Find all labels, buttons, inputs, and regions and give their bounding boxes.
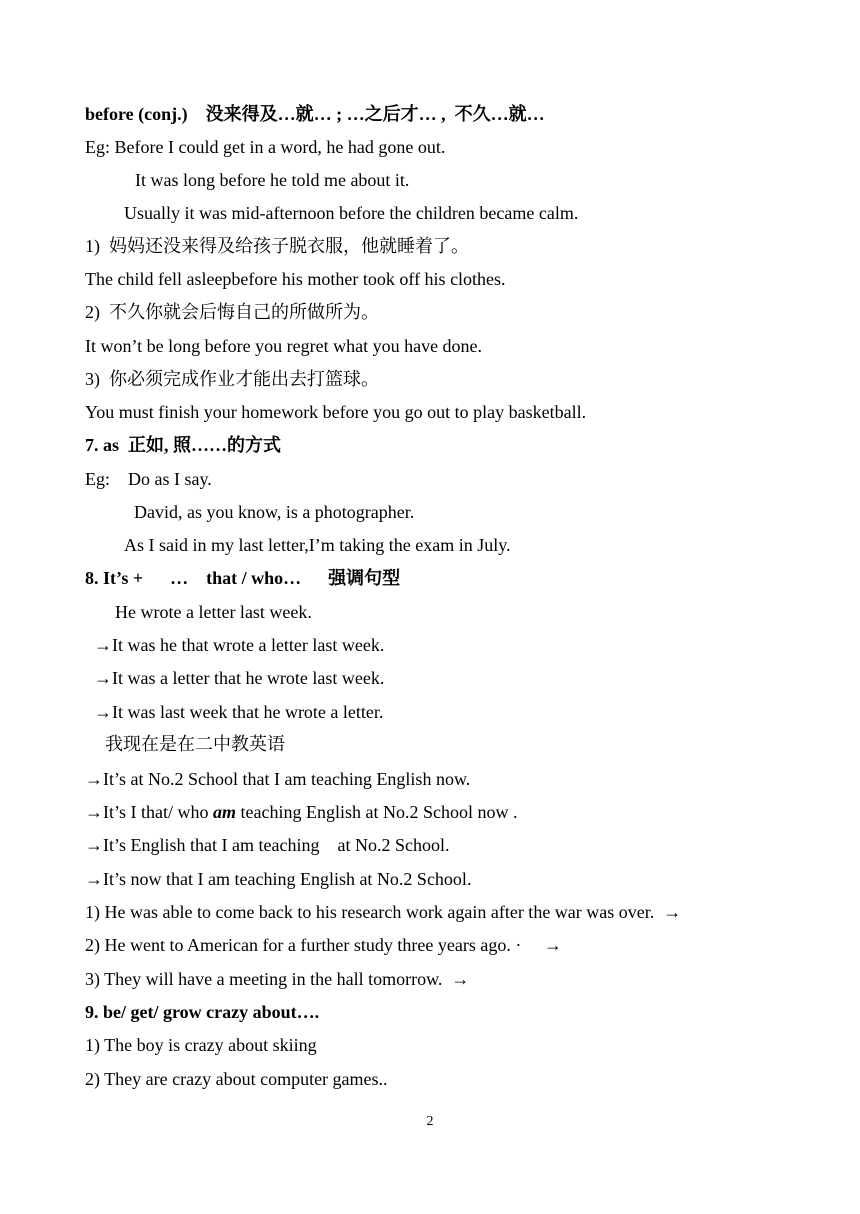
example-text: →It’s I that/ who [85, 802, 213, 822]
exercise-line: 1) He was able to come back to his research work again after the war was over. → [85, 902, 682, 922]
example-line: Eg: Before I could get in a word, he had gone out. [85, 137, 446, 157]
exercise-chinese: 1) 妈妈还没来得及给孩子脱衣服，他就睡着了。 [85, 236, 469, 256]
example-line: It was long before he told me about it. [135, 170, 410, 190]
example-line: →It was a letter that he wrote last week. [94, 668, 385, 688]
example-chinese: 我现在是在二中教英语 [105, 734, 285, 754]
example-line: He wrote a letter last week. [115, 602, 312, 622]
exercise-chinese: 2) 不久你就会后悔自己的所做所为。 [85, 302, 379, 322]
example-line: As I said in my last letter,I’m taking the exam in July. [124, 535, 511, 555]
example-line: Eg: Do as I say. [85, 469, 212, 489]
exercise-line: 3) They will have a meeting in the hall tomorrow. → [85, 969, 470, 989]
page-number: 2 [426, 1114, 434, 1129]
example-line [85, 796, 517, 829]
example-line: →It’s now that I am teaching English at No.2 School. [85, 869, 472, 889]
heading-emphatic-sentence: 8. It’s + … that / who… 强调句型 [85, 568, 401, 588]
heading-as: 7. as 正如, 照……的方式 [85, 435, 282, 455]
example-line: Usually it was mid-afternoon before the children became calm. [124, 203, 579, 223]
exercise-answer: It won’t be long before you regret what you have done. [85, 336, 483, 356]
example-line: David, as you know, is a photographer. [134, 502, 415, 522]
example-line: →It was he that wrote a letter last week. [94, 635, 385, 655]
exercise-answer: You must finish your homework before you go out to play basketball. [85, 402, 587, 422]
heading-before-conj: before (conj.) 没来得及…就… ; …之后才… , 不久…就… [85, 104, 545, 124]
example-line: →It’s at No.2 School that I am teaching English now. [85, 769, 471, 789]
example-line: 2) They are crazy about computer games.. [85, 1069, 388, 1089]
example-line: 1) The boy is crazy about skiing [85, 1035, 317, 1055]
example-text: teaching English at No.2 School now . [236, 802, 518, 822]
exercise-chinese: 3) 你必须完成作业才能出去打篮球。 [85, 369, 379, 389]
emphasized-word: am [213, 802, 237, 822]
exercise-line: 2) He went to American for a further study three years ago. · → [85, 935, 562, 955]
heading-crazy-about: 9. be/ get/ grow crazy about…. [85, 1002, 329, 1022]
exercise-answer: The child fell asleepbefore his mother took off his clothes. [85, 269, 506, 289]
example-line: →It’s English that I am teaching at No.2 School. [85, 835, 450, 855]
example-line: →It was last week that he wrote a letter. [94, 702, 384, 722]
